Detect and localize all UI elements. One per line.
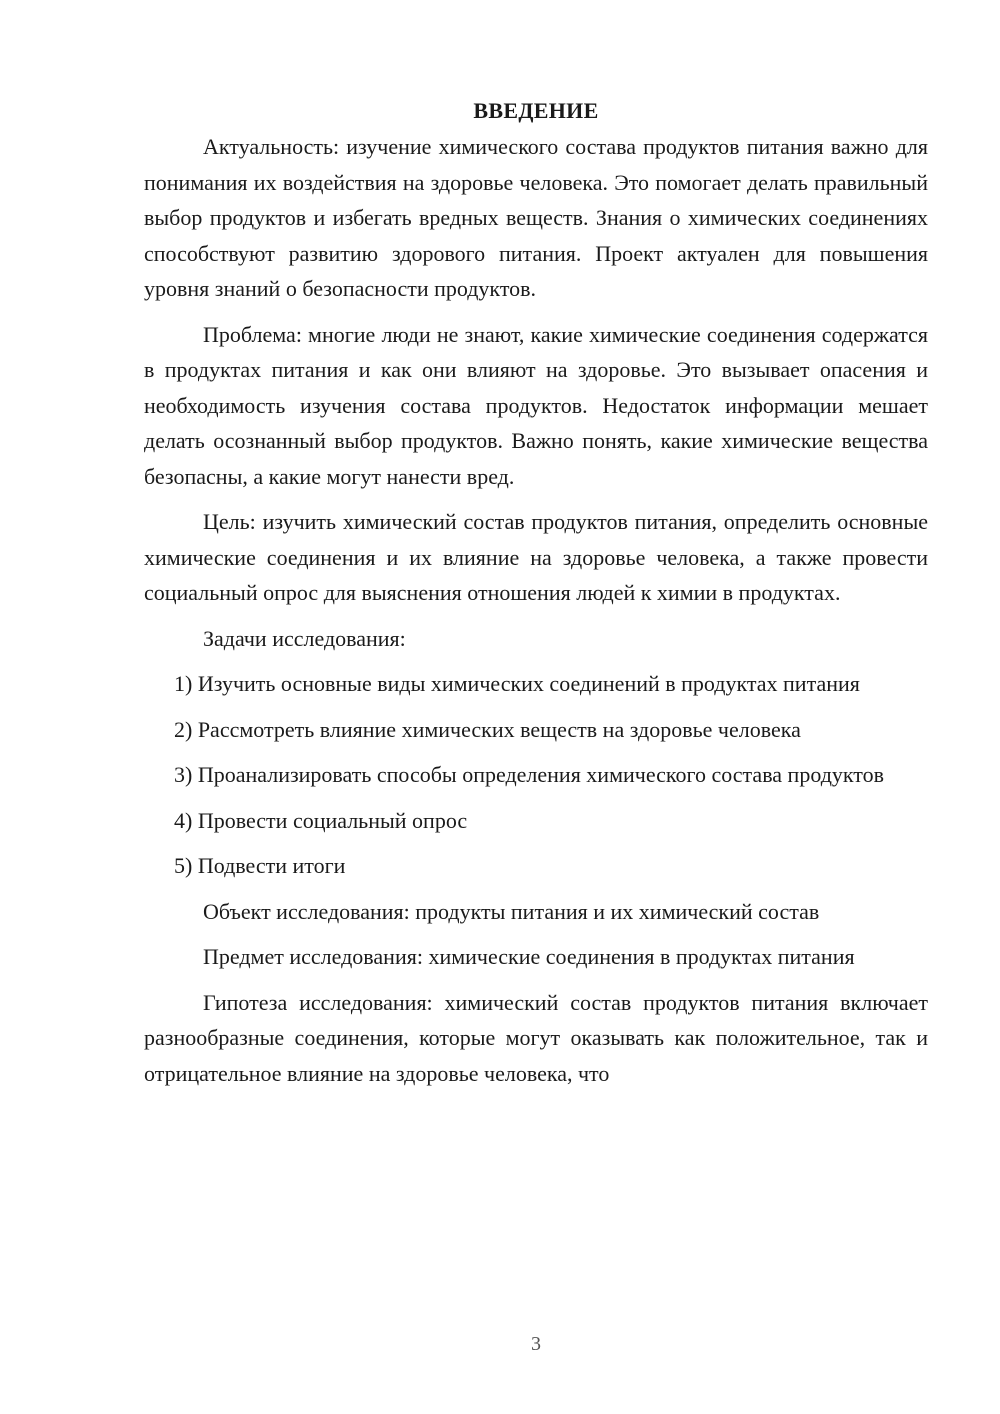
paragraph-problem: Проблема: многие люди не знают, какие химические соединения содержатся в продуктах питания и как они влияют на здоровье. Это вызывает опасения и необходимость изучения состава продуктов. Недостаток информации мешает делать осознанный выбор продуктов. Важно понять, какие химические вещества безопасны, а какие могут нанести вред. [144,321,928,489]
task-item: 5) Подвести итоги [174,853,346,878]
task-item: 4) Провести социальный опрос [174,807,468,833]
paragraph-tasks-heading: Задачи исследования: [203,625,406,651]
paragraph-hypothesis: Гипотеза исследования: химический состав продуктов питания включает разнообразные соединения, которые могут оказывать как положительное, так и отрицательное влияние на здоровье человека, что [144,989,928,1086]
page-content [144,93,928,1101]
paragraph-goal: Цель: изучить химический состав продуктов питания, определить основные химические соединения и их влияние на здоровье человека, а также провести социальный опрос для выяснения отношения людей к химии в продуктах. [144,509,928,605]
page-number: 3 [531,1333,541,1355]
paragraph-object: Объект исследования: продукты питания и их химический состав [203,898,820,924]
paragraph-subject: Предмет исследования: химические соединения в продуктах питания [203,944,855,969]
task-item: 3) Проанализировать способы определения химического состава продуктов [174,762,884,787]
task-item: 1) Изучить основные виды химических соединений в продуктах питания [174,671,860,696]
section-title: ВВЕДЕНИЕ [473,98,599,123]
task-item: 2) Рассмотреть влияние химических веществ на здоровье человека [174,716,801,742]
paragraph-relevance: Актуальность: изучение химического состава продуктов питания важно для понимания их воздействия на здоровье человека. Это помогает делать правильный выбор продуктов и избегать вредных веществ. Знания о химических соединениях способствуют развитию здорового питания. Проект актуален для повышения уровня знаний о безопасности продуктов. [144,134,928,301]
